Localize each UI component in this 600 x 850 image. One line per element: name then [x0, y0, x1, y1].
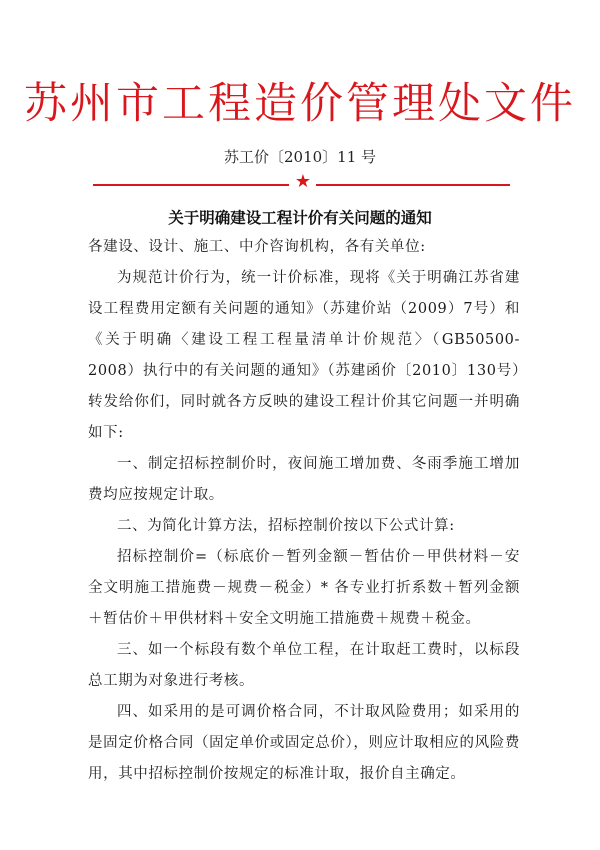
agency-header-title: 苏州市工程造价管理处文件	[24, 79, 576, 129]
salutation-text: 各建设、设计、施工、中介咨询机构，各有关单位:	[88, 239, 426, 255]
salutation	[88, 232, 520, 263]
red-star-icon: ★	[294, 171, 312, 192]
notice-title: 关于明确建设工程计价有关问题的通知	[168, 209, 432, 227]
document-number: 苏工价〔2010〕11 号	[223, 148, 377, 166]
paragraph-item-3: 三、如一个标段有数个单位工程，在计取赶工费时，以标段总工期为对象进行考核。	[88, 642, 520, 689]
notice-body	[88, 263, 520, 790]
red-divider-left	[93, 184, 289, 186]
paragraph-intro: 为规范计价行为，统一计价标准，现将《关于明确江苏省建设工程费用定额有关问题的通知》（苏建价站（2009）7号）和《关于明确〈建设工程工程量清单计价规范〉（GB50500-2008）执行中的有关问题的通知》（苏建函价〔2010〕130号）转发给你们，同时就各方反映的建设工程计价其它问题一并明确如下:	[88, 270, 520, 441]
paragraph-item-4: 四、如采用的是可调价格合同，不计取风险费用；如采用的是固定价格合同（固定单价或固定总价），则应计取相应的风险费用，其中招标控制价按规定的标准计取，报价自主确定。	[88, 704, 520, 782]
paragraph-formula: 招标控制价=（标底价－暂列金额－暂估价－甲供材料－安全文明施工措施费－规费－税金）* 各专业打折系数＋暂列金额＋暂估价＋甲供材料＋安全文明施工措施费＋规费＋税金。	[88, 549, 520, 627]
paragraph-item-2: 二、为简化计算方法，招标控制价按以下公式计算:	[117, 518, 455, 534]
paragraph-item-1: 一、制定招标控制价时，夜间施工增加费、冬雨季施工增加费均应按规定计取。	[88, 456, 520, 503]
red-divider-right	[316, 184, 510, 186]
